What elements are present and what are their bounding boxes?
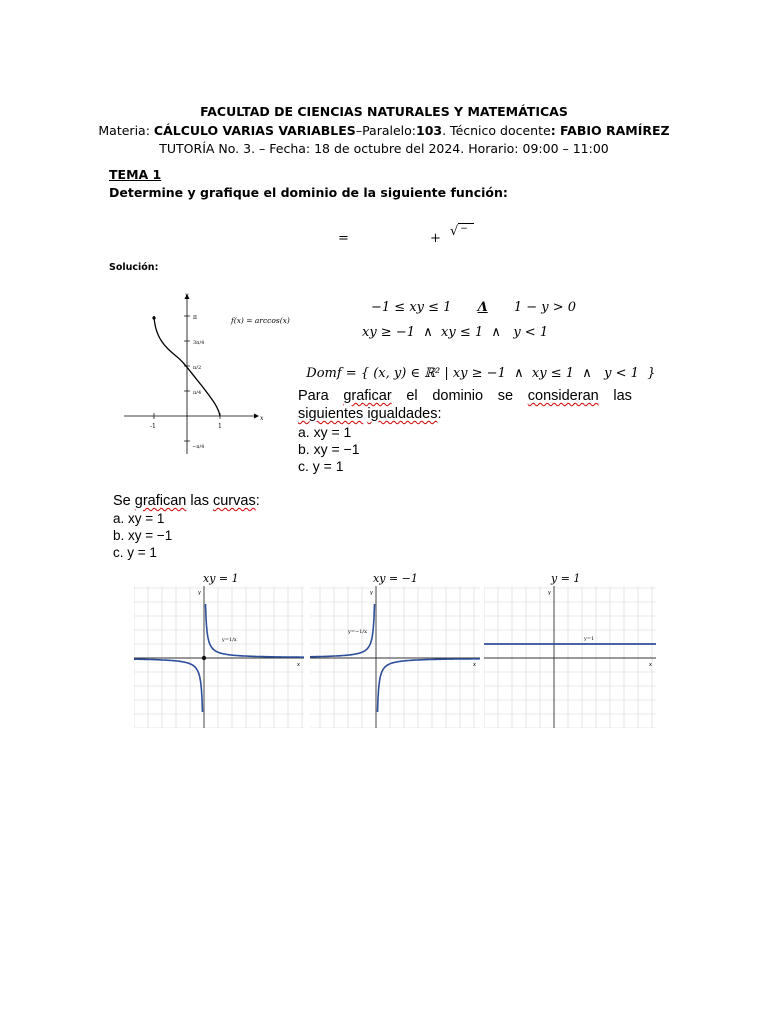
faculty-title: FACULTAD DE CIENCIAS NATURALES Y MATEMÁTICAS	[200, 104, 568, 119]
tick-1-label: 1	[218, 423, 222, 430]
tutoria-line: TUTORÍA No. 3. – Fecha: 18 de octubre del 2024. Horario: 09:00 – 11:00	[159, 141, 609, 156]
docente-colon: :	[550, 123, 561, 138]
tick-3pi4-label: 3π/4	[193, 340, 205, 346]
graph-title-1: xy = 1	[203, 572, 239, 585]
hyperbola-branch	[206, 604, 305, 657]
equation-equals: =	[338, 231, 349, 246]
sqrt-symbol: √	[450, 224, 459, 239]
graph-title-3: y = 1	[551, 572, 581, 585]
graph-note-item-c: c. y = 1	[298, 458, 344, 474]
tema-prompt: Determine y grafique el dominio de la siguiente función:	[109, 185, 508, 200]
subject-line	[0, 123, 768, 138]
condition-1b: 1 − y > 0	[513, 300, 577, 315]
curves-heading-word: curvas	[212, 493, 256, 509]
graph-note-word: graficar	[343, 388, 392, 404]
docente-name: FABIO RAMÍREZ	[560, 123, 670, 138]
arccos-x-label: x	[260, 415, 264, 422]
condition-line-1	[371, 300, 576, 315]
domain-set: = { (x, y) ∈ ℝ² | xy ≥ −1 ∧ xy ≤ 1 ∧ y < 1 }	[341, 366, 656, 381]
subject-name: CÁLCULO VARIAS VARIABLES	[153, 123, 356, 138]
x-axis-letter: x	[649, 662, 652, 668]
curves-heading-word: las	[190, 493, 209, 509]
docente-label: . Técnico docente	[442, 123, 551, 138]
condition-line-2: xy ≥ −1 ∧ xy ≤ 1 ∧ y < 1	[362, 325, 549, 340]
tick-pi4-label: π/4	[193, 390, 202, 396]
subject-prefix: Materia:	[98, 123, 154, 138]
graph-y-1	[484, 586, 656, 728]
graph-xy-1	[134, 586, 304, 728]
curves-item-c: c. y = 1	[113, 545, 157, 560]
paralelo-number: 103	[416, 123, 443, 138]
graph-note-item-a: a. xy = 1	[298, 424, 352, 440]
sqrt-radicand: −	[458, 223, 474, 234]
y-axis-letter: y	[548, 590, 551, 596]
arccos-x-arrow-icon	[254, 414, 259, 419]
curves-heading-colon: :	[255, 493, 260, 509]
tema-title: TEMA 1	[109, 167, 162, 182]
origin-point	[202, 656, 206, 660]
graph-note-word: las	[613, 388, 632, 404]
graph-note-item-b: b. xy = −1	[298, 441, 360, 457]
graph-note-line-2	[298, 406, 442, 422]
graph-note-word: Para	[298, 388, 329, 404]
paralelo-label: –Paralelo:	[355, 123, 417, 138]
curves-heading-word: grafican	[134, 493, 187, 509]
graph-title-2: xy = −1	[373, 572, 418, 585]
graph-note-word: el	[406, 388, 418, 404]
y-axis-letter: y	[370, 590, 373, 596]
arccos-function-label: f(x) = arccos(x)	[231, 316, 290, 325]
graph-note-word: se	[497, 388, 514, 404]
equation-plus: +	[430, 231, 441, 246]
equation-sqrt	[450, 224, 474, 239]
curves-item-a: a. xy = 1	[113, 511, 165, 526]
curves-heading	[113, 493, 260, 509]
tick-pi-label: π	[193, 314, 197, 321]
graph-note-word: siguientes	[298, 406, 364, 422]
arccos-graph	[118, 288, 298, 460]
curve-label-1: y=1/x	[222, 637, 237, 643]
curve-label-3: y=1	[584, 636, 595, 642]
tick-neg1-label: -1	[150, 423, 156, 430]
graph-note-colon: :	[437, 406, 442, 422]
condition-1-and: Λ	[477, 300, 488, 315]
curve-label-2: y=−1/x	[348, 629, 367, 635]
graph-note-word: consideran	[527, 388, 599, 404]
y-axis-letter: y	[198, 590, 201, 596]
graph-note-word: dominio	[432, 388, 484, 404]
hyperbola-branch	[134, 659, 203, 712]
x-axis-letter: x	[473, 662, 476, 668]
tick-negpi4-label: −π/4	[192, 444, 205, 450]
curve-graphs	[0, 568, 768, 728]
arccos-endpoint-left	[152, 316, 155, 319]
curves-item-b: b. xy = −1	[113, 528, 173, 543]
condition-1a: −1 ≤ xy ≤ 1	[371, 300, 452, 315]
solucion-label: Solución:	[109, 262, 159, 273]
curves-heading-word: Se	[113, 493, 131, 509]
arccos-y-label: y	[185, 292, 189, 299]
domain-label: Domf	[306, 366, 342, 381]
x-axis-letter: x	[297, 662, 300, 668]
hyperbola-branch	[378, 659, 481, 712]
condition-line-3	[298, 351, 655, 381]
graph-note-word: igualdades	[367, 406, 438, 422]
graph-xy-neg1	[310, 586, 480, 728]
tick-pi2-label: π/2	[193, 365, 202, 371]
graph-note-line-1	[298, 388, 632, 404]
